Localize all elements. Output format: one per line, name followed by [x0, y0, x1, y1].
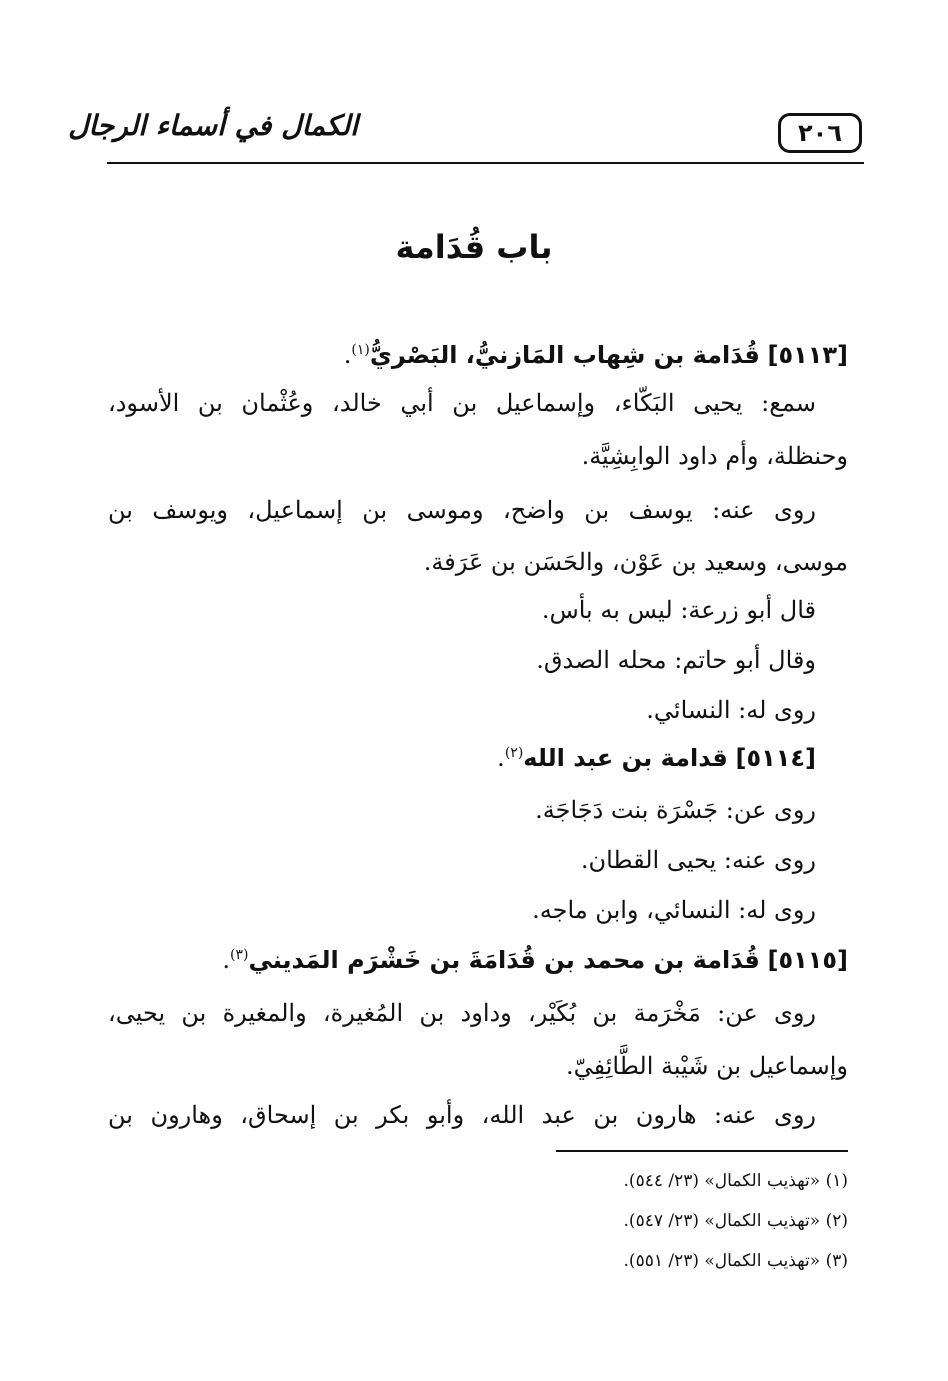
body-line: روى عنه: يحيى القطان. — [580, 846, 816, 874]
entry-heading-5115: [٥١١٥] قُدَامة بن محمد بن قُدَامَةَ بن خَشْرَم المَديني$^{(٣)}$. — [222, 946, 848, 974]
body-line: روى عنه: هارون بن عبد الله، وأبو بكر بن إسحاق، وهارون بن — [108, 1101, 816, 1129]
body-line: قال أبو زرعة: ليس به بأس. — [541, 596, 816, 624]
body-line: روى له: النسائي. — [646, 696, 816, 724]
footnote-divider — [556, 1150, 848, 1152]
book-title-logo: الكمال في أسماء الرجال — [68, 108, 358, 142]
footnote: (١) «تهذيب الكمال» (٢٣/ ٥٤٤). — [623, 1171, 848, 1191]
footnote-ref: (٢) — [504, 745, 524, 761]
body-line: روى عنه: يوسف بن واضح، وموسى بن إسماعيل، ويوسف بن — [108, 496, 816, 524]
footnote-ref: (٣) — [229, 947, 249, 963]
entry-number: [٥١١٣] — [767, 341, 848, 369]
entry-number: [٥١١٤] — [735, 744, 816, 772]
entry-heading-5113: [٥١١٣] قُدَامة بن شِهاب المَازنيُّ، البَصْريُّ$^{(١)}$. — [343, 341, 848, 369]
body-line: وإسماعيل بن شَيْبة الطَّائِفِيّ. — [565, 1052, 848, 1080]
body-line: وحنظلة، وأم داود الوابِشِيَّة. — [581, 442, 848, 470]
body-line: روى له: النسائي، وابن ماجه. — [532, 896, 816, 924]
entry-number: [٥١١٥] — [767, 946, 848, 974]
entry-name: قُدَامة بن شِهاب المَازنيُّ، البَصْريُّ — [369, 341, 760, 369]
body-line: روى عن: جَسْرَة بنت دَجَاجَة. — [535, 796, 816, 824]
footnote-ref: (١) — [351, 342, 370, 358]
body-line: وقال أبو حاتم: محله الصدق. — [536, 646, 816, 674]
body-line: سمع: يحيى البَكّاء، وإسماعيل بن أبي خالد، وعُثْمان بن الأسود، — [108, 389, 816, 417]
footnote: (٢) «تهذيب الكمال» (٢٣/ ٥٤٧). — [623, 1211, 848, 1231]
chapter-title: باب قُدَامة — [395, 228, 553, 266]
entry-name: قدامة بن عبد الله — [523, 744, 728, 772]
page-number: ٢٠٦ — [778, 113, 862, 153]
body-line: موسى، وسعيد بن عَوْن، والحَسَن بن عَرَفة. — [423, 548, 848, 576]
entry-name: قُدَامة بن محمد بن قُدَامَةَ بن خَشْرَم المَديني — [248, 946, 760, 974]
footnote: (٣) «تهذيب الكمال» (٢٣/ ٥٥١). — [623, 1251, 848, 1271]
entry-heading-5114: [٥١١٤] قدامة بن عبد الله$^{(٢)}$. — [497, 744, 816, 772]
header-divider — [107, 162, 864, 164]
body-line: روى عن: مَخْرَمة بن بُكَيْر، وداود بن المُغيرة، والمغيرة بن يحيى، — [108, 999, 816, 1027]
